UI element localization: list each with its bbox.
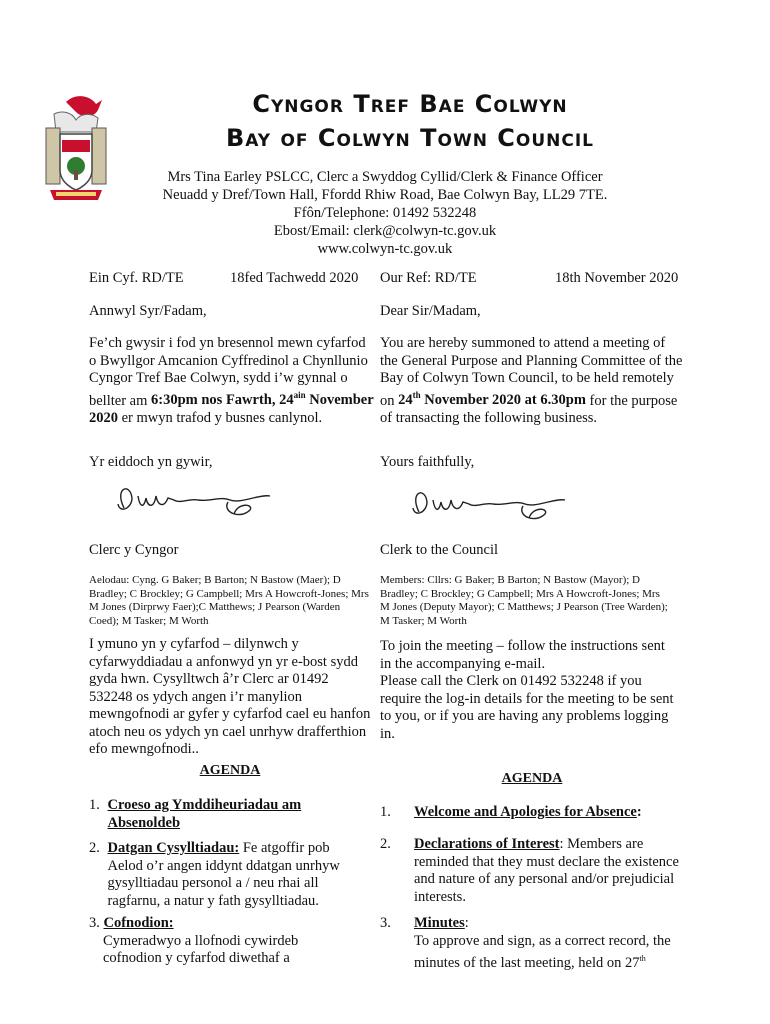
english-summons: You are hereby summoned to attend a meeting of the General Purpose and Planning Committee of the Bay of Colwyn Town Council, to be held remotely on 24th November 2020 at 6.30pm for the purpose of transacting the following business. xyxy=(380,335,683,426)
telephone-line: Ffôn/Telephone: 01492 532248 xyxy=(293,205,477,221)
welsh-agenda-title: AGENDA xyxy=(199,763,261,778)
english-join-instructions: To join the meeting – follow the instructions sent in the accompanying e-mail. Please call the Clerk on 01492 532248 if you require the log-in details for the meeting to be sent to you, or if you are having any problems logging in. xyxy=(380,638,674,742)
english-signature xyxy=(405,482,575,532)
english-clerk-title: Clerk to the Council xyxy=(380,542,498,558)
clerk-line: Mrs Tina Earley PSLCC, Clerc a Swyddog Cyllid/Clerk & Finance Officer xyxy=(167,169,603,185)
english-ref: Our Ref: RD/TE xyxy=(380,270,477,286)
welsh-agenda-item-1: 1. Croeso ag Ymddiheuriadau am Absenoldeb xyxy=(89,797,302,831)
welsh-signoff: Yr eiddoch yn gywir, xyxy=(89,454,213,470)
council-title-welsh: Cyngor Tref Bae Colwyn xyxy=(252,90,568,118)
welsh-join-instructions: I ymuno yn y cyfarfod – dilynwch y cyfarwyddiadau a anfonwyd yn yr e-bost sydd gyda hwn. Cysylltwch â’r Clerc ar 01492 532248 os ydych angen i’r manylion mewngofnodi ar gyfer y cyfarfod cael eu hanfon atoch neu os ydych yn cael unrhyw drafferthion efo mewngofnodi.. xyxy=(89,636,371,757)
welsh-ref: Ein Cyf. RD/TE xyxy=(89,270,184,286)
english-salutation: Dear Sir/Madam, xyxy=(380,303,481,319)
welsh-agenda-item-3: 3. Cofnodion: Cymeradwyo a llofnodi cywirdeb cofnodion y cyfarfod diwethaf a xyxy=(89,915,299,966)
english-agenda-item-2: 2. Declarations of Interest: Members are reminded that they must declare the existence and nature of any personal and/or prejudicial interests. xyxy=(380,836,679,905)
welsh-summons: Fe’ch gwysir i fod yn bresennol mewn cyfarfod o Bwyllgor Amcanion Cyffredinol a Chynllunio Cyngor Tref Bae Colwyn, sydd i’w gynnal o bellter am 6:30pm nos Fawrth, $24^{ain}$ November 2020 er mwyn trafod y busnes canlynol. xyxy=(89,335,374,426)
english-date: 18th November 2020 xyxy=(555,270,679,286)
welsh-clerk-title: Clerc y Cyngor xyxy=(89,542,179,558)
welsh-agenda-item-2: 2. Datgan Cysylltiadau: Fe atgoffir pob Aelod o’r angen iddynt ddatgan unrhyw gysylltiadau personol a / neu rhai all ragfarnu, a natur y fath gysylltiadau. xyxy=(89,840,340,909)
welsh-signature xyxy=(110,478,280,528)
welsh-date: 18fed Tachwedd 2020 xyxy=(230,270,359,286)
english-agenda-title: AGENDA xyxy=(501,771,563,786)
english-members: Members: Cllrs: G Baker; B Barton; N Bastow (Mayor); D Bradley; C Brockley; G Campbell; Mrs A Howcroft-Jones; Mrs M Jones (Deputy Mayor); C Matthews; J Pearson (Tree Warden); M Tasker; M Worth xyxy=(380,574,668,627)
address-line: Neuadd y Dref/Town Hall, Ffordd Rhiw Road, Bae Colwyn Bay, LL29 7TE. xyxy=(162,187,608,203)
email-line: Ebost/Email: clerk@colwyn-tc.gov.uk xyxy=(273,223,497,239)
english-agenda-item-3: 3. Minutes: To approve and sign, as a correct record, the minutes of the last meeting, held on 27th xyxy=(380,915,671,971)
welsh-salutation: Annwyl Syr/Fadam, xyxy=(89,303,207,319)
website-line: www.colwyn-tc.gov.uk xyxy=(317,241,453,257)
letterhead-contact xyxy=(100,168,670,258)
welsh-members: Aelodau: Cyng. G Baker; B Barton; N Bastow (Maer); D Bradley; C Brockley; G Campbell; Mrs A Howcroft-Jones; Mrs M Jones (Dirprwy Faer);C Matthews; J Pearson (Warden Coed); M Tasker; M Worth xyxy=(89,574,369,627)
english-signoff: Yours faithfully, xyxy=(380,454,475,470)
council-title-english: Bay of Colwyn Town Council xyxy=(225,124,595,152)
english-agenda-item-1: 1. Welcome and Apologies for Absence: xyxy=(380,804,642,820)
